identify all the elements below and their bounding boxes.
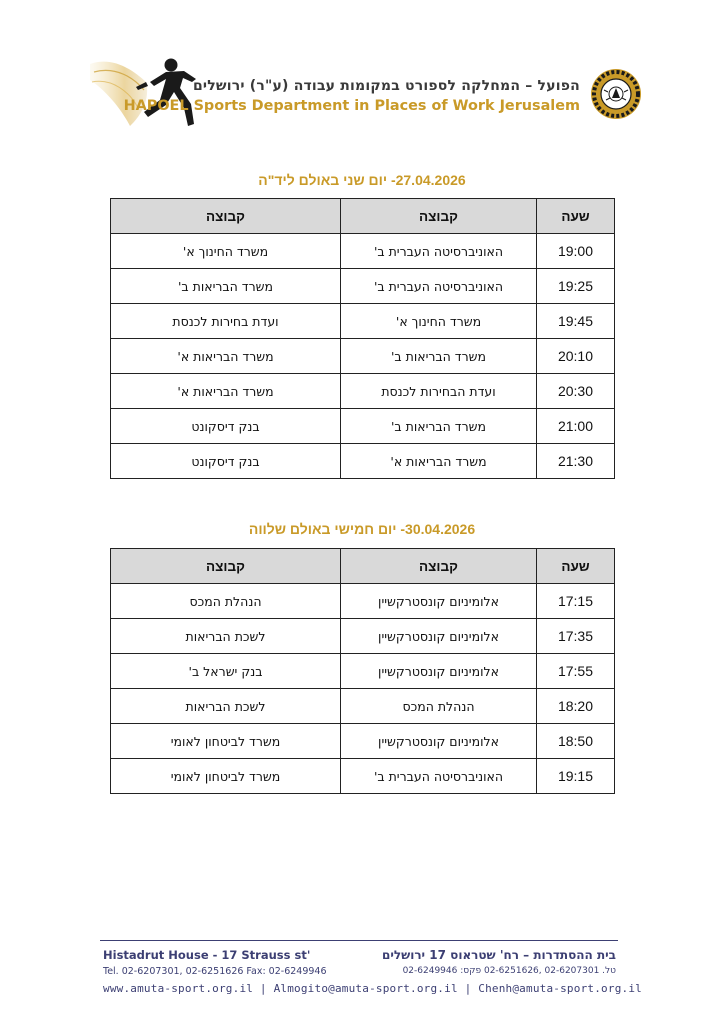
match-time: 18:50	[537, 724, 615, 759]
team-a: אלומיניום קונסטרקשיין	[341, 654, 537, 689]
letterhead	[88, 50, 648, 134]
column-header-team: קבוצה	[111, 549, 341, 584]
match-time: 21:30	[537, 444, 615, 479]
team-a: משרד הבריאות ב'	[341, 409, 537, 444]
column-header-time: שעה	[537, 199, 615, 234]
table-row	[111, 234, 615, 269]
table-header-row	[111, 199, 615, 234]
table-row	[111, 584, 615, 619]
team-b: הנהלת המכס	[111, 584, 341, 619]
team-a: אלומיניום קונסטרקשיין	[341, 619, 537, 654]
match-time: 19:15	[537, 759, 615, 794]
team-a: הנהלת המכס	[341, 689, 537, 724]
organization-name	[124, 78, 580, 114]
org-name-hebrew: הפועל – המחלקה לספורט במקומות עבודה (ע"ר) ירושלים	[192, 78, 580, 94]
team-b: משרד הבריאות ב'	[111, 269, 341, 304]
team-b: בנק דיסקונט	[111, 444, 341, 479]
emblem-seal-icon	[590, 68, 642, 120]
table-row	[111, 654, 615, 689]
phones-en: Tel. 02-6207301, 02-6251626 Fax: 02-6249946	[103, 966, 327, 977]
team-b: בנק ישראל ב'	[111, 654, 341, 689]
table-row	[111, 374, 615, 409]
org-name-english: HAPOEL Sports Department in Places of Work Jerusalem	[123, 98, 580, 114]
table-row	[111, 689, 615, 724]
match-time: 19:25	[537, 269, 615, 304]
team-b: משרד לביטחון לאומי	[111, 724, 341, 759]
team-a: ועדת הבחירות לכנסת	[341, 374, 537, 409]
team-a: האוניברסיטה העברית ב'	[341, 269, 537, 304]
team-b: משרד לביטחון לאומי	[111, 759, 341, 794]
section-title-2: 30.04.2026- יום חמישי באולם שלווה	[248, 521, 476, 537]
footer-divider	[100, 940, 618, 941]
footer-address-hebrew	[382, 948, 616, 976]
team-b: לשכת הבריאות	[111, 619, 341, 654]
column-header-team: קבוצה	[341, 199, 537, 234]
match-time: 19:45	[537, 304, 615, 339]
match-time: 17:55	[537, 654, 615, 689]
team-b: ועדת בחירות לכנסת	[111, 304, 341, 339]
table-row	[111, 619, 615, 654]
column-header-team: קבוצה	[111, 199, 341, 234]
team-b: לשכת הבריאות	[111, 689, 341, 724]
table-row	[111, 409, 615, 444]
table-row	[111, 444, 615, 479]
match-time: 21:00	[537, 409, 615, 444]
team-a: משרד החינוך א'	[341, 304, 537, 339]
team-b: משרד הבריאות א'	[111, 374, 341, 409]
team-b: בנק דיסקונט	[111, 409, 341, 444]
table-header-row	[111, 549, 615, 584]
section-title-1: 27.04.2026- יום שני באולם ליד"ה	[258, 172, 466, 188]
team-a: משרד הבריאות ב'	[341, 339, 537, 374]
team-b: משרד הבריאות א'	[111, 339, 341, 374]
team-a: משרד הבריאות א'	[341, 444, 537, 479]
team-a: אלומיניום קונסטרקשיין	[341, 724, 537, 759]
match-time: 17:15	[537, 584, 615, 619]
footer-address-english	[103, 948, 327, 977]
match-time: 18:20	[537, 689, 615, 724]
schedule-table-2	[110, 548, 615, 794]
table-row	[111, 724, 615, 759]
match-time: 20:10	[537, 339, 615, 374]
match-time: 17:35	[537, 619, 615, 654]
schedule-table-1	[110, 198, 615, 479]
match-time: 19:00	[537, 234, 615, 269]
phones-he: טל. 02-6207301 ,02-6251626 פקס: 02-6249946	[402, 966, 616, 976]
team-b: משרד החינוך א'	[111, 234, 341, 269]
address-en: Histadrut House - 17 Strauss st'	[103, 948, 311, 962]
table-row	[111, 759, 615, 794]
team-a: האוניברסיטה העברית ב'	[341, 759, 537, 794]
team-a: האוניברסיטה העברית ב'	[341, 234, 537, 269]
column-header-team: קבוצה	[341, 549, 537, 584]
table-row	[111, 269, 615, 304]
table-row	[111, 339, 615, 374]
table-row	[111, 304, 615, 339]
address-he: בית ההסתדרות – רח' שטראוס 17 ירושלים	[381, 948, 616, 962]
match-time: 20:30	[537, 374, 615, 409]
team-a: אלומיניום קונסטרקשיין	[341, 584, 537, 619]
footer-web-contacts[interactable]: www.amuta-sport.org.il | Almogito@amuta-sport.org.il | Chenh@amuta-sport.org.il	[103, 982, 642, 995]
column-header-time: שעה	[537, 549, 615, 584]
